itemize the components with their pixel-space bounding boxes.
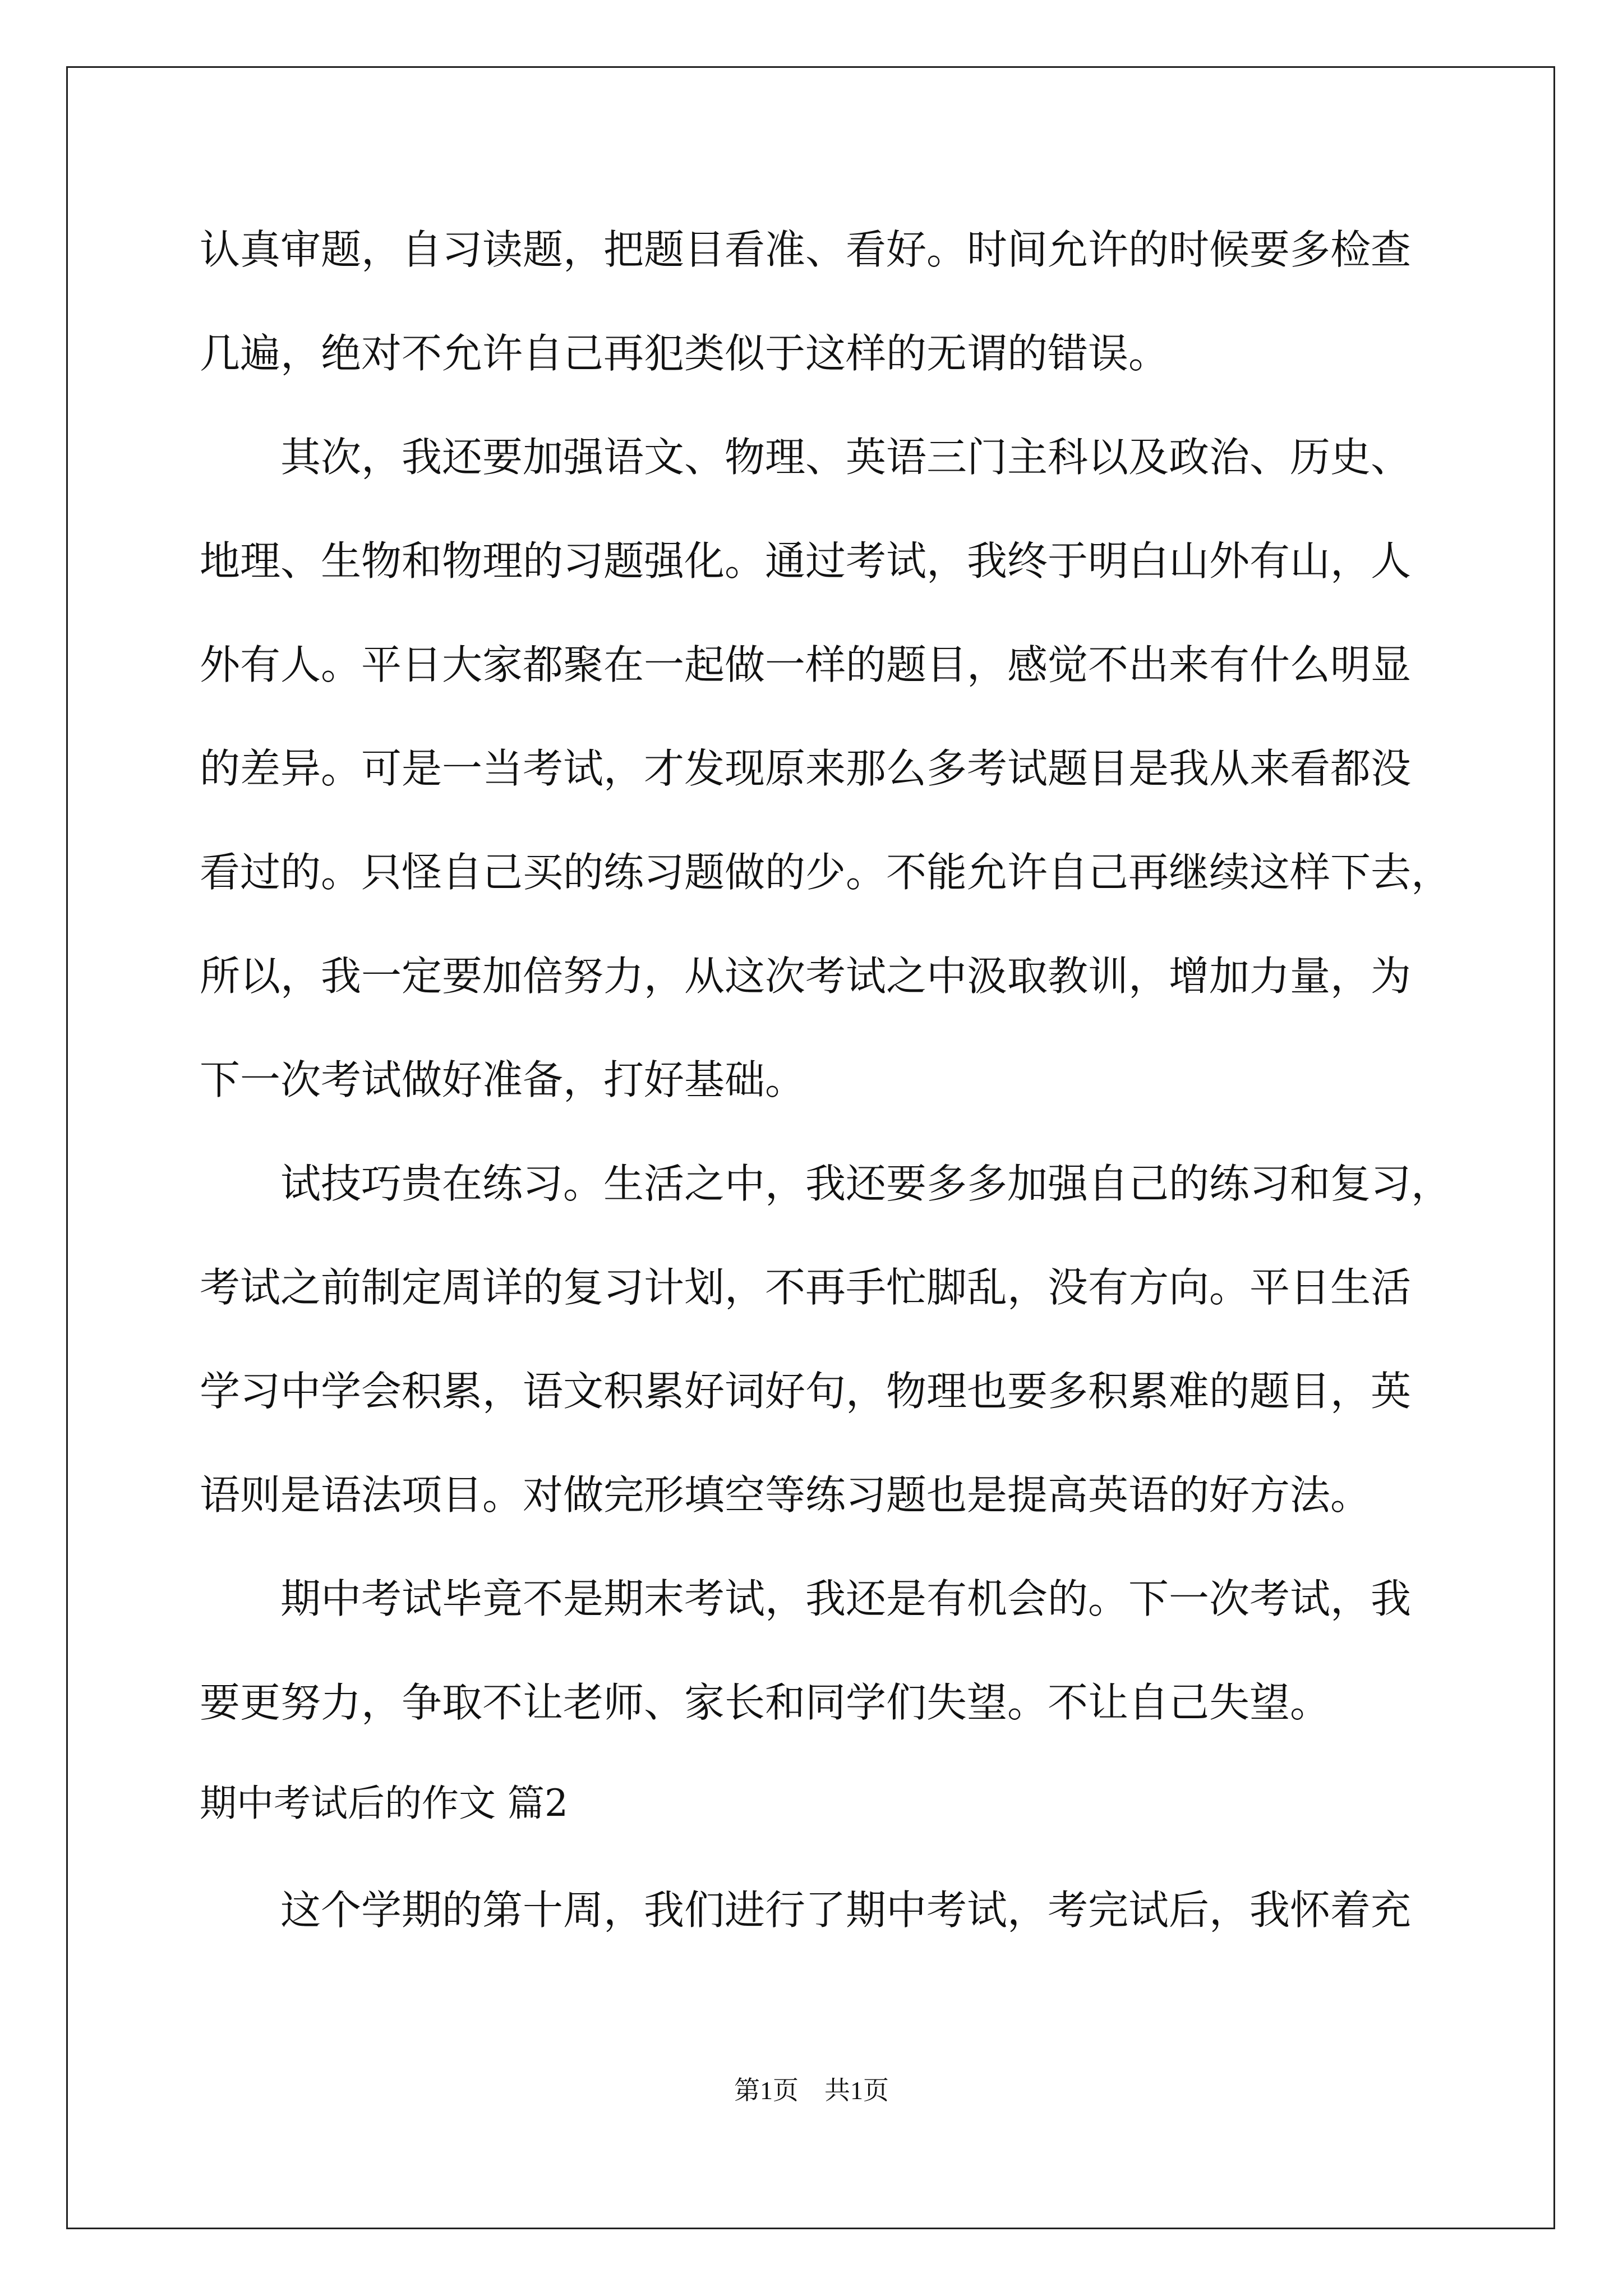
text-line: 几遍，绝对不允许自己再犯类似于这样的无谓的错误。 <box>200 330 1169 377</box>
text-line: 外有人。平日大家都聚在一起做一样的题目，感觉不出来有什么明显 <box>200 641 1412 688</box>
text-line: 其次，我还要加强语文、物理、英语三门主科以及政治、历史、 <box>200 434 1412 481</box>
text-line: 所以，我一定要加倍努力，从这次考试之中汲取教训，增加力量，为 <box>200 953 1412 1000</box>
text-line: 下一次考试做好准备，打好基础。 <box>200 1056 806 1103</box>
text-line: 学习中学会积累，语文积累好词好句，物理也要多积累难的题目，英 <box>200 1368 1412 1415</box>
text-line: 的差异。可是一当考试，才发现原来那么多考试题目是我从来看都没 <box>200 745 1412 792</box>
text-line: 看过的。只怪自己买的练习题做的少。不能允许自己再继续这样下去， <box>200 849 1452 896</box>
text-line: 语则是语法项目。对做完形填空等练习题也是提高英语的好方法。 <box>200 1471 1371 1519</box>
text-line: 要更努力，争取不让老师、家长和同学们失望。不让自己失望。 <box>200 1679 1331 1726</box>
text-line: 考试之前制定周详的复习计划，不再手忙脚乱，没有方向。平日生活 <box>200 1264 1412 1311</box>
text-line: 试技巧贵在练习。生活之中，我还要多多加强自己的练习和复习， <box>200 1160 1452 1207</box>
text-line: 期中考试毕竟不是期末考试，我还是有机会的。下一次考试，我 <box>200 1575 1412 1622</box>
page-footer: 第1页 共1页 <box>734 2076 889 2105</box>
text-line: 地理、生物和物理的习题强化。通过考试，我终于明白山外有山，人 <box>200 537 1412 585</box>
text-line: 这个学期的第十周，我们进行了期中考试，考完试后，我怀着充 <box>200 1887 1412 1934</box>
text-line: 认真审题，自习读题，把题目看准、看好。时间允许的时候要多检查 <box>200 226 1412 273</box>
section-heading: 期中考试后的作文 篇2 <box>200 1782 568 1825</box>
